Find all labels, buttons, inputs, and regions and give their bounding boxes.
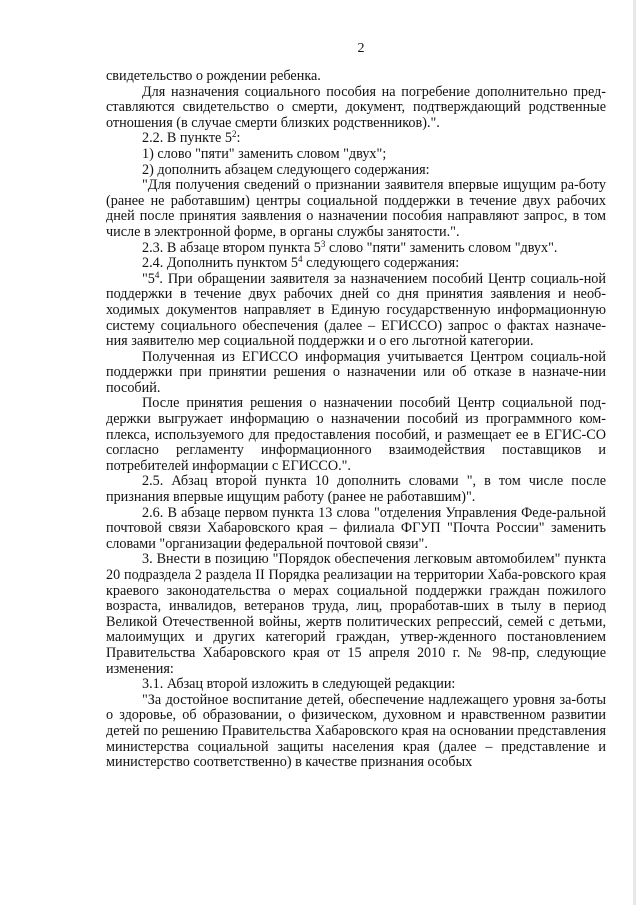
page-number: 2 [357,41,365,56]
paragraph-3 [106,131,606,147]
paragraph-13: 2.6. В абзаце первом пункта 13 слова "отделения Управления Феде-ральной почтовой связи Хабаровского края – филиала ФГУП "Почта России" заменить словами "организации федеральной почтовой связи". [106,504,606,552]
paragraph-12: 2.5. Абзац второй пункта 10 дополнить словами ", в том числе после признания впервые ищущим работу (ранее не работавшим)". [106,473,606,506]
paragraph-8 [106,256,606,272]
paragraph-6: "Для получения сведений о признании заявителя впервые ищущим ра-боту (ранее не работавшим) центры социальной поддержки в течение двух рабочих дней после принятия заявления о назначении пособия направляют запрос, в том числе в электронной форме, в органы службы занятости.". [106,177,606,240]
paragraph-9 [106,269,606,350]
paragraph-4: 1) слово "пяти" заменить словом "двух"; [142,145,387,162]
paragraph-3-text: 2.2. В пункте 5 [142,130,232,147]
paragraph-9-text: "5 [142,270,155,287]
paragraph-15: 3.1. Абзац второй изложить в следующей редакции: [142,676,456,693]
paragraph-8-tail: следующего содержания: [302,255,460,272]
paragraph-16: "За достойное воспитание детей, обеспечение надлежащего уровня за-боты о здоровье, об образовании, о физическом, духовном и нравственном развитии детей по решению Правительства Хабаровского края на основании представления министерства социальной защиты населения края (далее – представление и министерство соответственно) в качестве признания особых [106,691,606,771]
paragraph-3-superscript: 2 [231,129,237,140]
paragraph-11: После принятия решения о назначении пособий Центр социальной под-держки выгружает информацию о назначении пособий из программного ком-плекса, используемого для предоставления пособий, и размещает ее в ЕГИС-СО согласно регламенту информационного взаимодействия поставщиков и потребителей информации с ЕГИССО.". [106,395,606,474]
paragraph-7-text: 2.3. В абзаце втором пункта 5 [142,239,321,256]
paragraph-14: 3. Внести в позицию "Порядок обеспечения легковым автомобилем" пункта 20 подраздела 2 раздела II Порядка реализации на территории Хаба-ровского края краевого законодательства о мерах социальной поддержки граждан пожилого возраста, инвалидов, ветеранов труда, лиц, проработав-ших в тылу в период Великой Отечественной войны, жертв политических репрессий, семей с детьми, малоимущих и других категорий граждан, утвер-жденного постановлением Правительства Хабаровского края от 15 апреля 2010 г. № 98-пр, следующие изменения: [106,551,606,677]
paragraph-7-superscript: 3 [320,238,326,249]
paragraph-7 [106,238,606,257]
paragraph-9-tail: . При обращении заявителя за назначением пособий Центр социаль-ной поддержки в течение двух рабочих дней со дня принятия заявления и необ-ходимых документов направляет в Единую государственную информационную систему социального обеспечения (далее – ЕГИССО) запрос о фактах назначе-ния заявителю мер социальной поддержки и о его льготной категории. [106,270,606,350]
paragraph-5: 2) дополнить абзацем следующего содержания: [142,161,430,178]
paragraph-7-tail: слово "пяти" заменить словом "двух". [325,239,558,256]
paragraph-2: Для назначения социального пособия на погребение дополнительно пред-ставляются свидетельство о смерти, документ, подтверждающий родственные отношения (в случае смерти близких родственников).". [106,83,606,131]
paragraph-3-tail: : [236,130,241,147]
paragraph-8-superscript: 4 [298,254,303,265]
paragraph-9-superscript: 4 [154,269,160,280]
paragraph-8-text: 2.4. Дополнить пунктом 5 [142,255,299,272]
paragraph-1: свидетельство о рождении ребенка. [106,68,321,84]
paragraph-10: Полученная из ЕГИССО информация учитывается Центром социаль-ной поддержки при принятии решения о назначении или об отказе в назначе-нии пособий. [106,348,606,396]
